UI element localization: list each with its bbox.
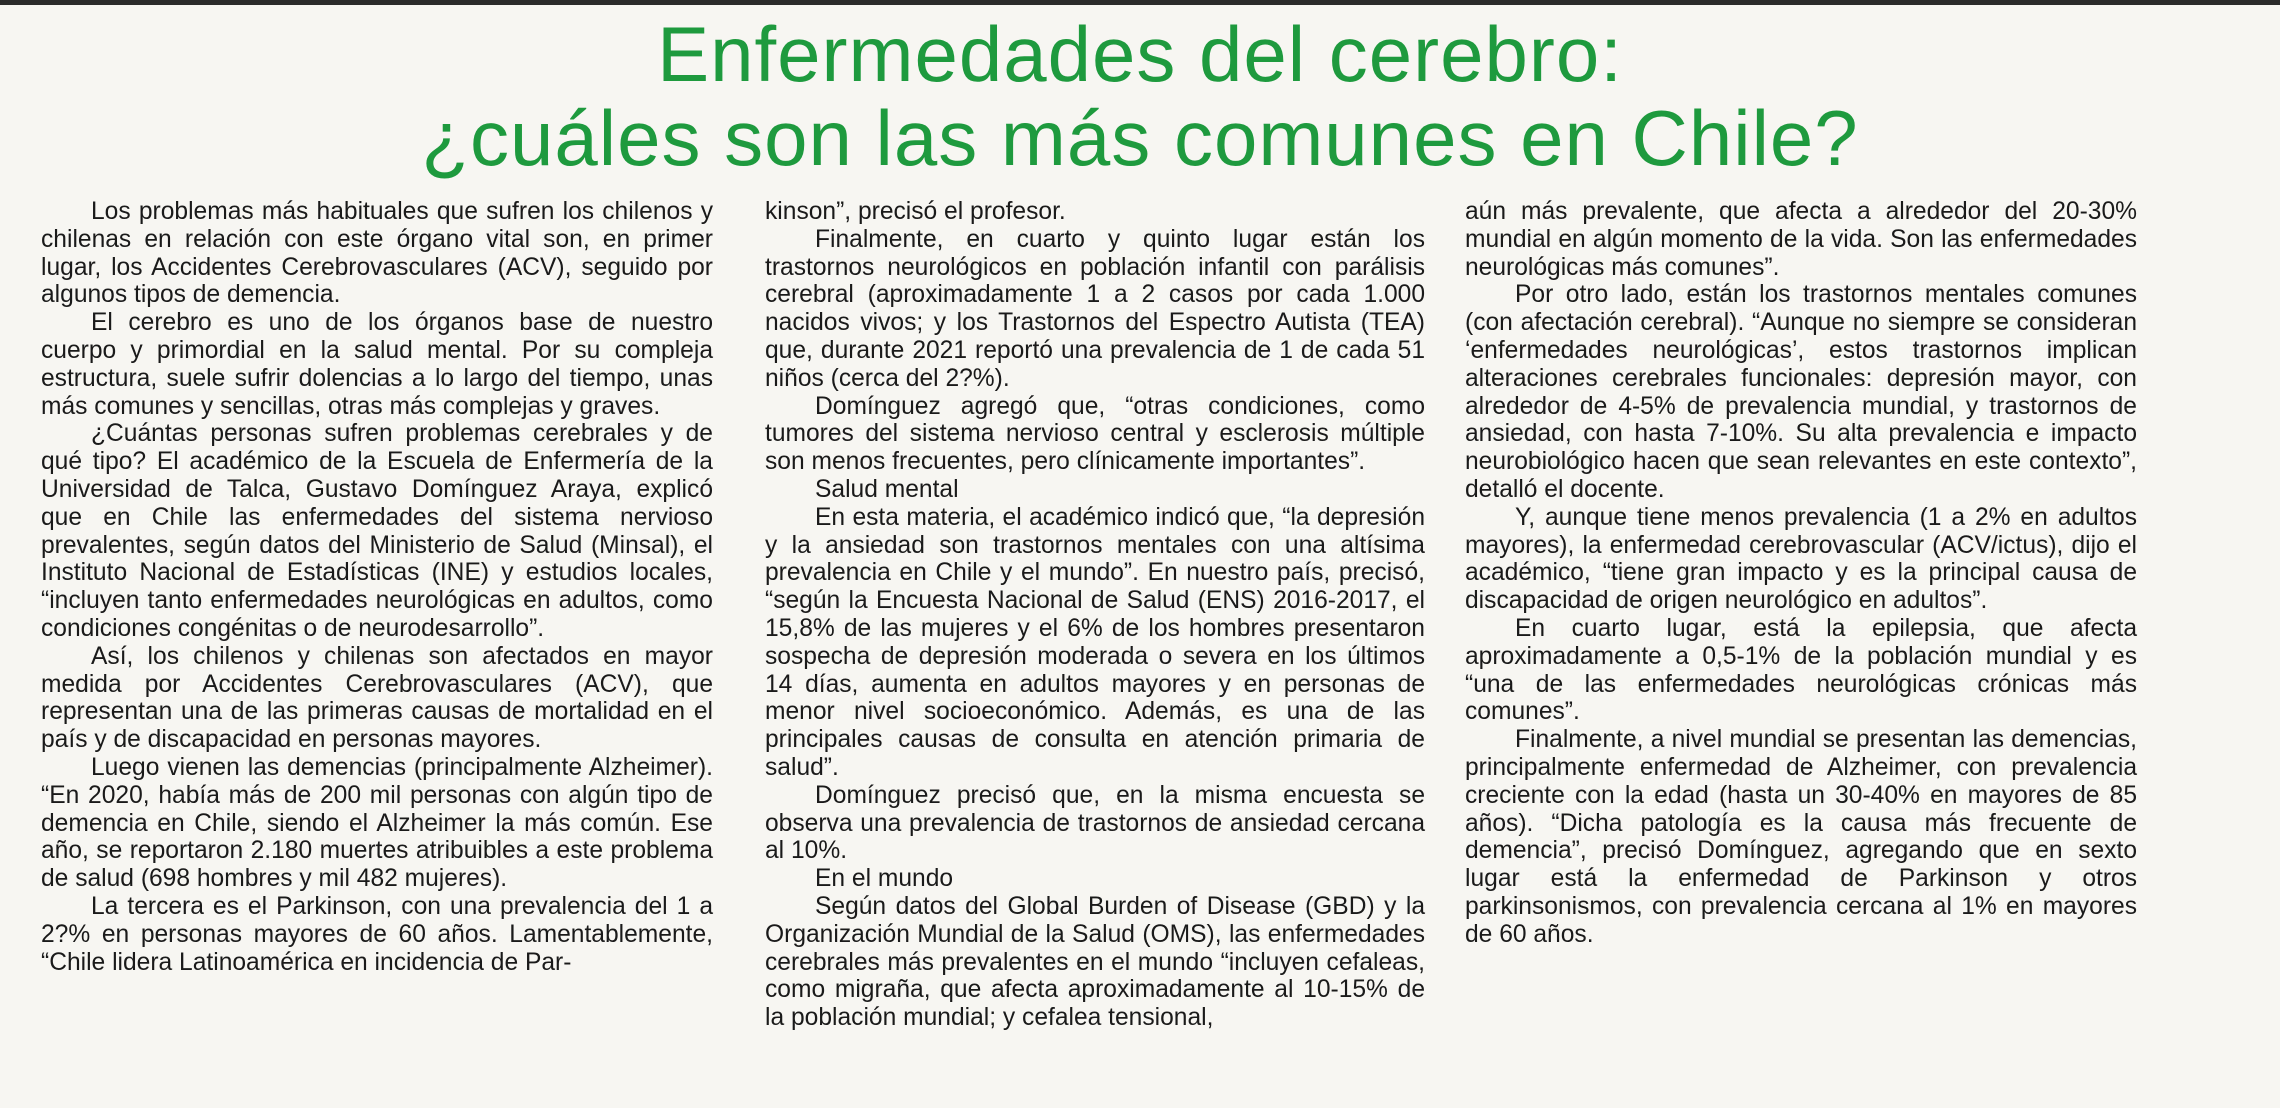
paragraph: Finalmente, en cuarto y quinto lugar están los trastornos neurológicos en población infantil con parálisis cerebral (aproximadamente 1 a 2 casos por cada 1.000 nacidos vivos; y los Trastornos del Espectro Autista (TEA) que, durante 2021 reportó una prevalencia de 1 de cada 51 niños (cerca del 2?%). xyxy=(765,225,1425,392)
paragraph: En esta materia, el académico indicó que, “la depresión y la ansiedad son trastornos mentales con una altísima prevalencia en Chile y el mundo”. En nuestro país, precisó, “según la Encuesta Nacional de Salud (ENS) 2016-2017, el 15,8% de las mujeres y el 6% de los hombres presentaron sospecha de depresión moderada o severa en los últimos 14 días, aumenta en adultos mayores y en personas de menor nivel socioeconómico. Además, es una de las principales causas de consulta en atención primaria de salud”. xyxy=(765,503,1425,781)
article-headline xyxy=(0,12,2280,180)
article-column-3 xyxy=(1465,198,2137,949)
article-column-2 xyxy=(765,198,1425,1032)
top-rule xyxy=(0,0,2280,5)
paragraph: Por otro lado, están los trastornos mentales comunes (con afectación cerebral). “Aunque no siempre se consideran ‘enfermedades neurológicas’, estos trastornos implican alteraciones cerebrales funcionales: depresión mayor, con alrededor de 4-5% de prevalencia mundial, y trastornos de ansiedad, con hasta 7-10%. Su alta prevalencia e impacto neurobiológico hacen que sean relevantes en este contexto”, detalló el docente. xyxy=(1465,281,2137,503)
paragraph: Así, los chilenos y chilenas son afectados en mayor medida por Accidentes Cerebrovasculares (ACV), que representan una de las primeras causas de mortalidad en el país y de discapacidad en personas mayores. xyxy=(41,642,713,754)
paragraph: Domínguez agregó que, “otras condiciones, como tumores del sistema nervioso central y esclerosis múltiple son menos frecuentes, pero clínicamente importantes”. xyxy=(765,392,1425,476)
paragraph: Según datos del Global Burden of Disease (GBD) y la Organización Mundial de la Salud (OMS), las enfermedades cerebrales más prevalentes en el mundo “incluyen cefaleas, como migraña, que afecta aproximadamente al 10-15% de la población mundial; y cefalea tensional, xyxy=(765,892,1425,1032)
paragraph: En cuarto lugar, está la epilepsia, que afecta aproximadamente a 0,5-1% de la población mundial y es “una de las enfermedades neurológicas crónicas más comunes”. xyxy=(1465,614,2137,726)
paragraph: El cerebro es uno de los órganos base de nuestro cuerpo y primordial en la salud mental. Por su compleja estructura, suele sufrir dolencias a lo largo del tiempo, unas más comunes y sencillas, otras más complejas y graves. xyxy=(41,309,713,420)
paragraph: Y, aunque tiene menos prevalencia (1 a 2% en adultos mayores), la enfermedad cerebrovascular (ACV/ictus), dijo el académico, “tiene gran impacto y es la principal causa de discapacidad de origen neurológico en adultos”. xyxy=(1465,503,2137,615)
paragraph: Los problemas más habituales que sufren los chilenos y chilenas en relación con este órgano vital son, en primer lugar, los Accidentes Cerebrovasculares (ACV), seguido por algunos tipos de demencia. xyxy=(41,198,713,309)
paragraph: aún más prevalente, que afecta a alrededor del 20-30% mundial en algún momento de la vida. Son las enfermedades neurológicas más comunes”. xyxy=(1465,198,2137,281)
paragraph: kinson”, precisó el profesor. xyxy=(765,198,1066,225)
article-column-1 xyxy=(41,198,713,976)
paragraph: ¿Cuántas personas sufren problemas cerebrales y de qué tipo? El académico de la Escuela de Enfermería de la Universidad de Talca, Gustavo Domínguez Araya, explicó que en Chile las enfermedades del sistema nervioso prevalentes, según datos del Ministerio de Salud (Minsal), el Instituto Nacional de Estadísticas (INE) y estudios locales, “incluyen tanto enfermedades neurológicas en adultos, como condiciones congénitas o de neurodesarrollo”. xyxy=(41,420,713,642)
paragraph: Domínguez precisó que, en la misma encuesta se observa una prevalencia de trastornos de ansiedad cercana al 10%. xyxy=(765,781,1425,865)
subheading-salud-mental: Salud mental xyxy=(815,475,959,503)
headline-line-1: Enfermedades del cerebro: xyxy=(657,10,1623,98)
subheading-en-el-mundo: En el mundo xyxy=(815,865,954,893)
headline-line-2: ¿cuáles son las más comunes en Chile? xyxy=(421,94,1859,182)
paragraph: Luego vienen las demencias (principalmente Alzheimer). “En 2020, había más de 200 mil personas con algún tipo de demencia en Chile, siendo el Alzheimer la más común. Ese año, se reportaron 2.180 muertes atribuibles a este problema de salud (698 hombres y mil 482 mujeres). xyxy=(41,753,713,893)
paragraph: La tercera es el Parkinson, con una prevalencia del 1 a 2?% en personas mayores de 60 años. Lamentablemente, “Chile lidera Latinoamérica en incidencia de Par- xyxy=(41,892,713,976)
paragraph: Finalmente, a nivel mundial se presentan las demencias, principalmente enfermedad de Alzheimer, con prevalencia creciente con la edad (hasta un 30-40% en mayores de 85 años). “Dicha patología es la causa más frecuente de demencia”, precisó Domínguez, agregando que en sexto lugar está la enfermedad de Parkinson y otros parkinsonismos, con prevalencia cercana al 1% en mayores de 60 años. xyxy=(1465,726,2137,948)
